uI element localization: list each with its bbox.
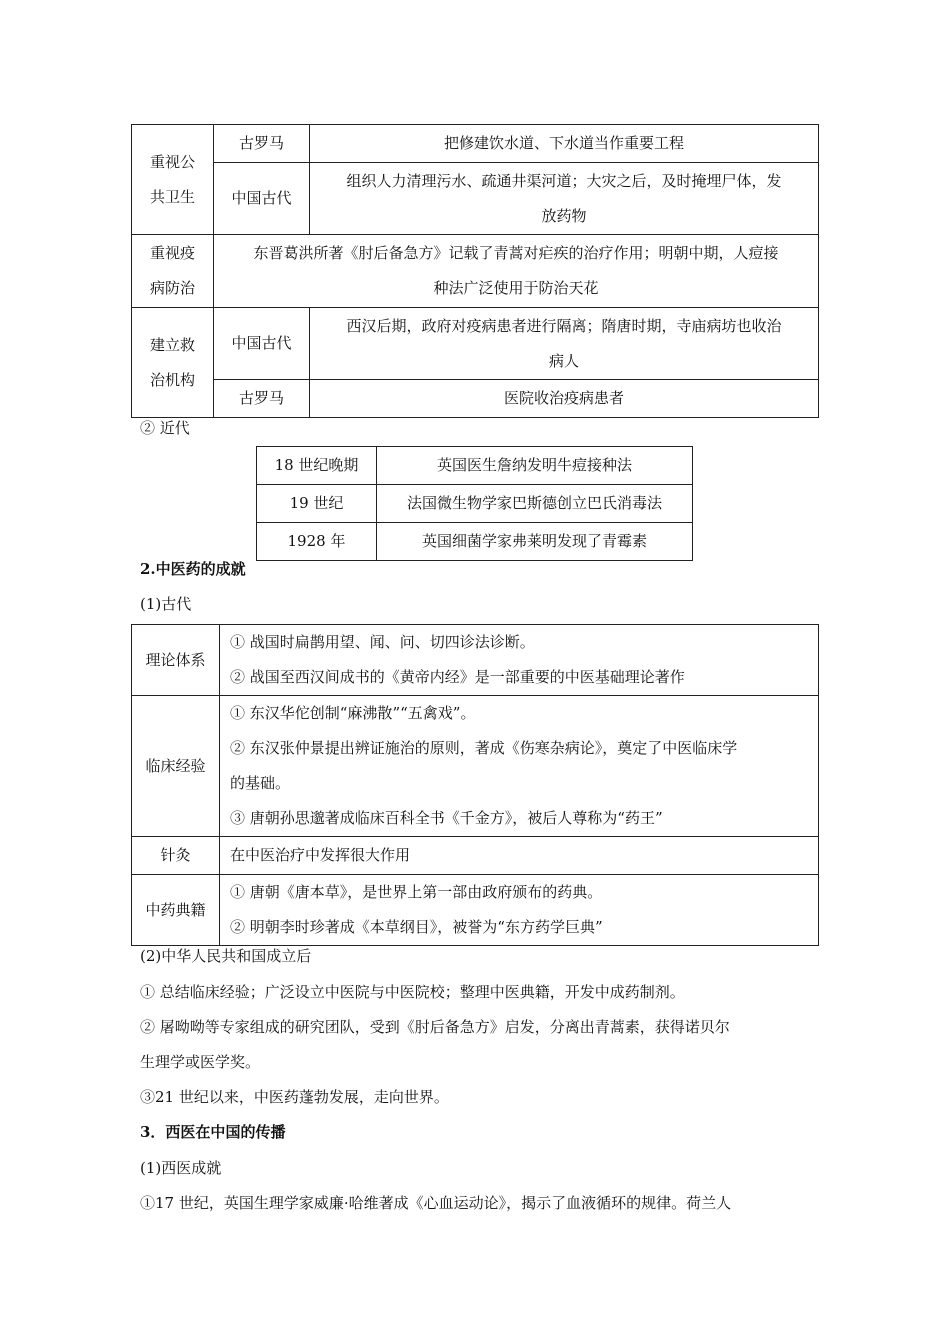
content-cell: 在中医治疗中发挥很大作用 [220,837,819,875]
content-line: 放药物 [541,206,587,225]
category-line: 共卫生 [149,187,195,206]
event-cell: 法国微生物学家巴斯德创立巴氏消毒法 [377,485,693,523]
table-row [132,380,819,418]
content-cell [310,308,819,380]
table-row [132,235,819,308]
content-line: ① 战国时扁鹊用望、闻、问、切四诊法诊断。 [230,633,535,651]
event-cell: 英国医生詹纳发明牛痘接种法 [377,447,693,485]
western-item-1: ①17 世纪，英国生理学家威廉·哈维著成《心血运动论》，揭示了血液循环的规律。荷兰人 [140,1194,732,1212]
content-line: 病人 [548,351,579,370]
category-cell: 中药典籍 [132,875,220,946]
category-line: 重视公 [149,152,195,171]
sub-cell: 古罗马 [214,125,310,163]
content-cell [310,163,819,235]
event-cell: 英国细菌学家弗莱明发现了青霉素 [377,523,693,561]
content-line: ③ 唐朝孙思邈著成临床百科全书《千金方》，被后人尊称为“药王” [230,809,663,827]
public-health-table [131,124,819,418]
time-cell: 19 世纪 [257,485,377,523]
table-row [132,163,819,235]
category-line: 建立救 [149,335,195,354]
content-cell [220,875,819,946]
prc-item-2-line-2: 生理学或医学奖。 [140,1053,261,1071]
sub-cell: 中国古代 [214,308,310,380]
category-cell [132,235,214,308]
content-cell [220,625,819,696]
table-row [257,523,693,561]
prc-item-3: ③21 世纪以来，中医药蓬勃发展，走向世界。 [140,1088,449,1106]
content-line: ② 东汉张仲景提出辨证施治的原则，著成《伤寒杂病论》，奠定了中医临床学 [230,739,738,757]
table-row [132,625,819,696]
content-cell [220,696,819,837]
table-row [132,696,819,837]
content-line: 的基础。 [230,774,291,792]
category-line: 治机构 [149,370,195,389]
content-cell: 把修建饮水道、下水道当作重要工程 [310,125,819,163]
category-line: 病防治 [149,279,195,297]
table-row [132,875,819,946]
table-row [257,447,693,485]
content-cell: 医院收治疫病患者 [310,380,819,418]
modern-medicine-table [256,446,693,561]
content-line: ② 明朝李时珍著成《本草纲目》，被誉为“东方药学巨典” [230,918,603,936]
category-cell [132,308,214,418]
category-cell: 临床经验 [132,696,220,837]
section-2-title: 2.中医药的成就 [140,560,246,578]
time-cell: 1928 年 [257,523,377,561]
sub-cell: 古罗马 [214,380,310,418]
content-line: 东晋葛洪所著《肘后备急方》记载了青蒿对疟疾的治疗作用；明朝中期，人痘接 [253,244,779,262]
table-row [132,125,819,163]
table-row [132,837,819,875]
content-line: ② 战国至西汉间成书的《黄帝内经》是一部重要的中医基础理论著作 [230,668,685,686]
table-row [132,308,819,380]
prc-item-1: ① 总结临床经验；广泛设立中医院与中医院校；整理中医典籍，开发中成药制剂。 [140,983,685,1001]
table-row [257,485,693,523]
section-3-title: 3．西医在中国的传播 [140,1123,286,1141]
sub-cell: 中国古代 [214,163,310,235]
category-cell: 针灸 [132,837,220,875]
content-line: 西汉后期，政府对疫病患者进行隔离；隋唐时期，寺庙病坊也收治 [346,316,782,335]
content-line: ① 唐朝《唐本草》，是世界上第一部由政府颁布的药典。 [230,883,603,901]
category-cell: 理论体系 [132,625,220,696]
content-cell [214,235,819,308]
category-line: 重视疫 [149,244,195,262]
category-cell [132,125,214,235]
western-label: (1)西医成就 [140,1159,222,1177]
content-line: 组织人力清理污水、疏通井渠河道；大灾之后，及时掩埋尸体，发 [346,171,782,190]
content-line: ① 东汉华佗创制“麻沸散”“五禽戏”。 [230,704,476,722]
tcm-achievements-table [131,624,819,946]
modern-label: ② 近代 [140,419,190,437]
prc-item-2-line-1: ② 屠呦呦等专家组成的研究团队，受到《肘后备急方》启发，分离出青蒿素，获得诺贝尔 [140,1018,730,1036]
content-line: 种法广泛使用于防治天花 [433,279,599,297]
prc-label: (2)中华人民共和国成立后 [140,947,312,965]
time-cell: 18 世纪晚期 [257,447,377,485]
ancient-label: (1)古代 [140,595,192,613]
